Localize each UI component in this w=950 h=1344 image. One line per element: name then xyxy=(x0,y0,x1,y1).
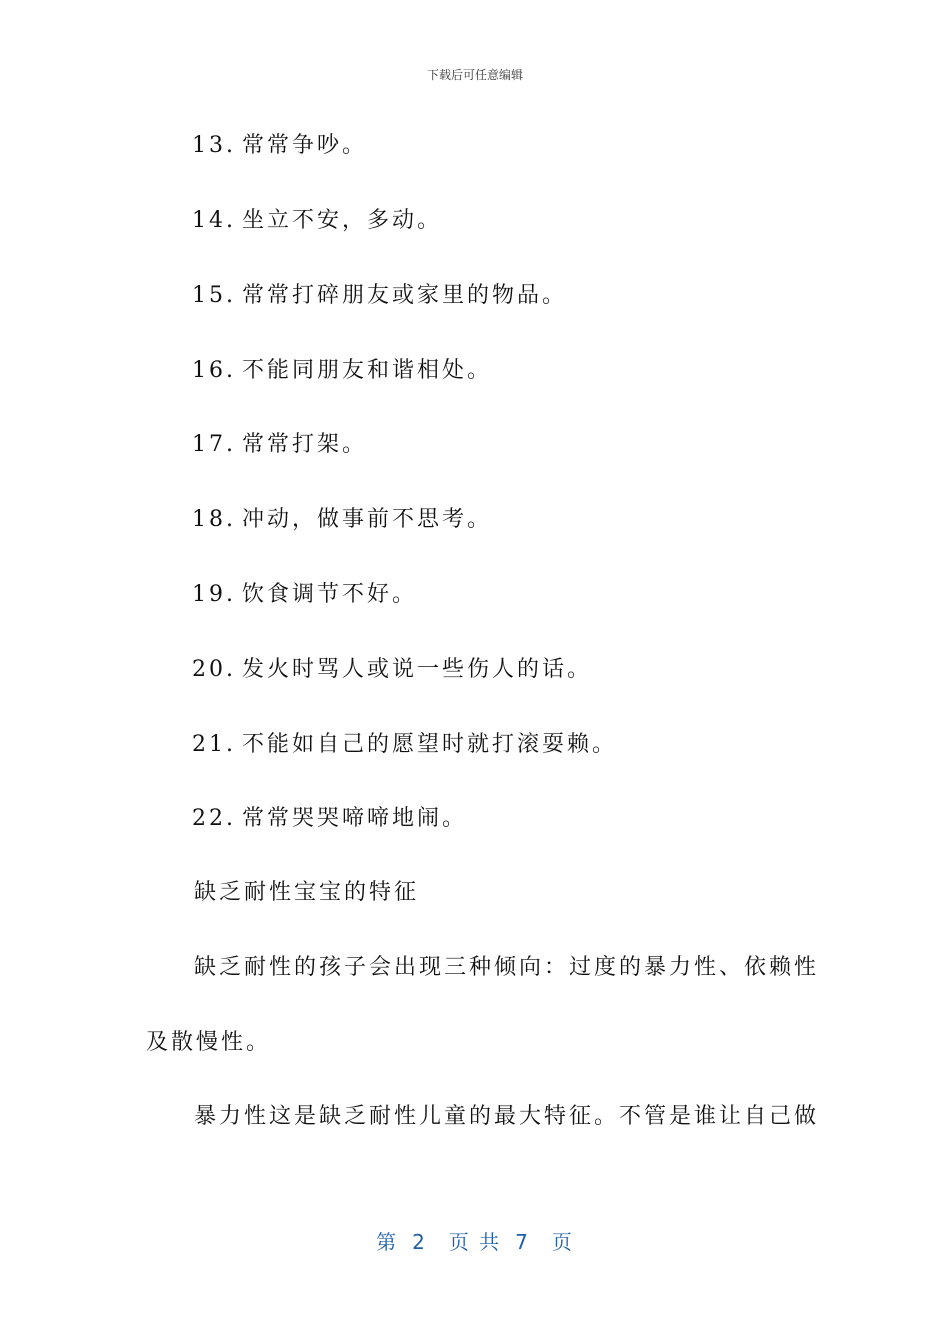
item-text: 发火时骂人或说一些伤人的话。 xyxy=(242,657,593,682)
item-text: 常常哭哭啼啼地闹。 xyxy=(242,806,468,831)
list-item xyxy=(192,131,367,161)
item-number: 22. xyxy=(192,806,236,831)
footer-page-number: 2 xyxy=(412,1230,427,1254)
list-item xyxy=(192,281,567,311)
item-number: 17. xyxy=(192,432,236,457)
item-number: 18. xyxy=(192,507,236,532)
list-item xyxy=(192,505,492,535)
item-number: 16. xyxy=(192,358,236,383)
item-number: 14. xyxy=(192,208,236,233)
item-text: 饮食调节不好。 xyxy=(242,582,418,607)
footer-page-mid: 页 共 xyxy=(448,1230,502,1254)
item-text: 坐立不安，多动。 xyxy=(242,208,443,233)
item-text: 常常争吵。 xyxy=(242,133,368,158)
item-number: 20. xyxy=(192,657,236,682)
list-item xyxy=(192,730,617,760)
item-text: 冲动，做事前不思考。 xyxy=(242,507,493,532)
footer-page-end: 页 xyxy=(551,1230,574,1254)
item-text: 不能如自己的愿望时就打滚耍赖。 xyxy=(242,732,618,757)
list-item xyxy=(192,580,417,610)
item-number: 21. xyxy=(192,732,236,757)
paragraph-line: 缺乏耐性的孩子会出现三种倾向：过度的暴力性、依赖性 xyxy=(194,955,820,980)
item-text: 常常打架。 xyxy=(242,432,368,457)
list-item xyxy=(192,804,467,834)
list-item xyxy=(192,655,592,685)
item-text: 常常打碎朋友或家里的物品。 xyxy=(242,283,568,308)
footer-total-pages: 7 xyxy=(515,1230,530,1254)
item-number: 15. xyxy=(192,283,236,308)
page-header: 下载后可任意编辑 xyxy=(426,68,523,82)
item-number: 19. xyxy=(192,582,236,607)
item-number: 13. xyxy=(192,133,236,158)
section-heading: 缺乏耐性宝宝的特征 xyxy=(194,880,420,905)
paragraph-line: 暴力性这是缺乏耐性儿童的最大特征。不管是谁让自己做 xyxy=(194,1104,820,1129)
footer-page-label: 第 xyxy=(376,1230,399,1254)
list-item xyxy=(192,206,442,236)
paragraph-line: 及散慢性。 xyxy=(146,1030,272,1055)
list-item xyxy=(192,356,492,386)
item-text: 不能同朋友和谐相处。 xyxy=(242,358,493,383)
page-footer xyxy=(0,1226,950,1255)
list-item xyxy=(192,430,367,460)
